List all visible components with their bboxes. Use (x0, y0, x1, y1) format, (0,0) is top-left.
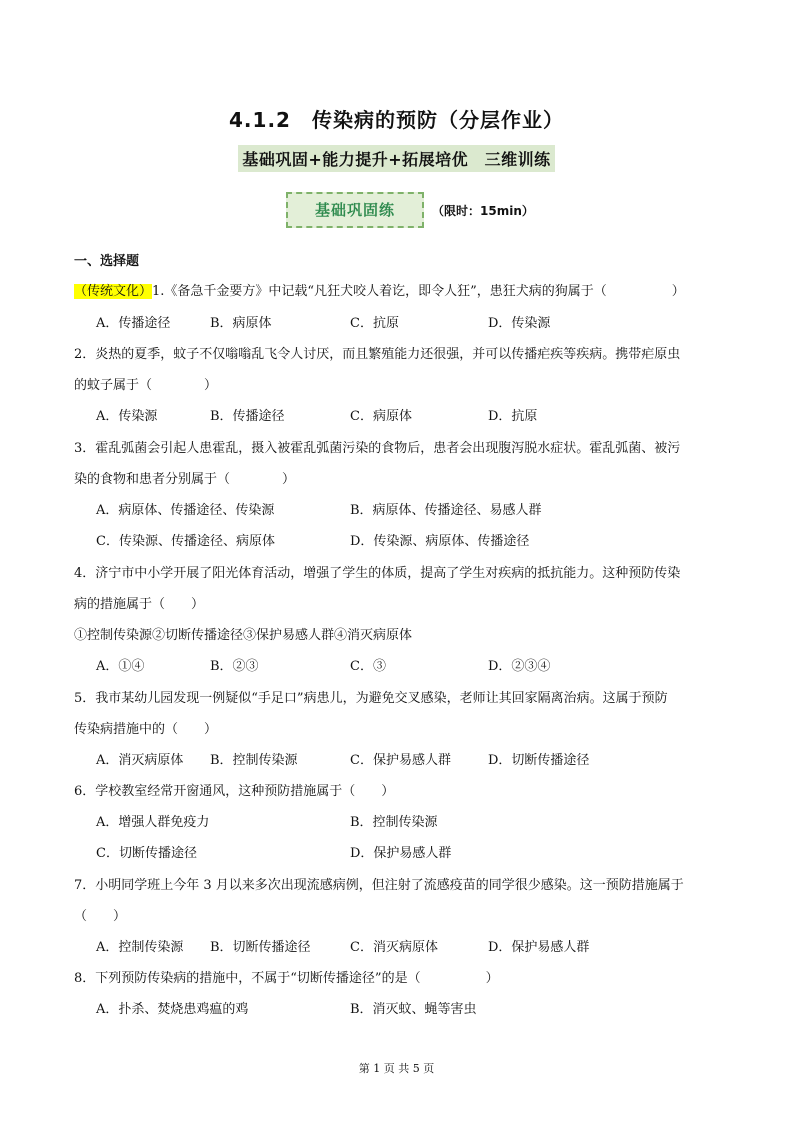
question-2-option-d: D．抗原 (488, 409, 538, 424)
question-5-stem-line-2: 传染病措施中的（ ） (74, 722, 218, 737)
question-6-option-c: C．切断传播途径 (96, 846, 197, 861)
question-6-option-a: A．增强人群免疫力 (96, 815, 210, 830)
question-2-option-a: A．传染源 (96, 409, 158, 424)
question-1-option-a: A．传播途径 (96, 316, 171, 331)
question-2-stem-line-1: 2．炎热的夏季，蚊子不仅嗡嗡乱飞令人讨厌，而且繁殖能力还很强，并可以传播疟疾等疾病。携带疟原虫 (74, 347, 681, 362)
question-4-option-a: A．①④ (96, 659, 145, 674)
subtitle-wrap (0, 145, 793, 172)
question-7-option-a: A．控制传染源 (96, 940, 184, 955)
question-1-text: 1.《备急千金要方》中记载“凡狂犬咬人着讫，即令人狂”，患狂犬病的狗属于（ ） (152, 284, 685, 299)
question-tag: （传统文化） (74, 284, 153, 299)
question-2-option-b: B．传播途径 (210, 409, 285, 424)
question-2-option-c: C．病原体 (350, 409, 412, 424)
question-4-stem-line-3: ①控制传染源②切断传播途径③保护易感人群④消灭病原体 (74, 628, 413, 643)
question-6-option-b: B．控制传染源 (350, 815, 438, 830)
question-7-option-c: C．消灭病原体 (350, 940, 438, 955)
question-1-stem (74, 280, 685, 299)
question-4-option-b: B．②③ (210, 659, 259, 674)
question-7-stem-line-1: 7．小明同学班上今年 3 月以来多次出现流感病例，但注射了流感疫苗的同学很少感染。这一预防措施属于 (74, 878, 684, 893)
question-1-option-b: B．病原体 (210, 316, 272, 331)
question-8-option-a: A．扑杀、焚烧患鸡瘟的鸡 (96, 1002, 249, 1017)
question-6-option-d: D．保护易感人群 (350, 846, 452, 861)
question-7-stem-line-2: （ ） (74, 909, 127, 924)
section-heading: 一、选择题 (74, 254, 140, 269)
question-3-stem-line-2: 染的食物和患者分别属于（ ） (74, 472, 296, 487)
question-8-option-b: B．消灭蚊、蝇等害虫 (350, 1002, 477, 1017)
question-7-option-d: D．保护易感人群 (488, 940, 590, 955)
question-3-option-b: B．病原体、传播途径、易感人群 (350, 503, 542, 518)
question-5-option-c: C．保护易感人群 (350, 753, 451, 768)
question-3-option-a: A．病原体、传播途径、传染源 (96, 503, 275, 518)
page-title: 4.1.2 传染病的预防（分层作业） (229, 108, 564, 132)
question-5-option-d: D．切断传播途径 (488, 753, 590, 768)
question-4-stem-line-1: 4．济宁市中小学开展了阳光体育活动，增强了学生的体质，提高了学生对疾病的抵抗能力。这种预防传染 (74, 566, 681, 581)
question-5-option-b: B．控制传染源 (210, 753, 298, 768)
question-7-option-b: B．切断传播途径 (210, 940, 311, 955)
question-6-stem: 6．学校教室经常开窗通风，这种预防措施属于（ ） (74, 784, 395, 799)
question-3-option-d: D．传染源、病原体、传播途径 (350, 534, 530, 549)
question-4-option-c: C．③ (350, 659, 386, 674)
question-2-stem-line-2: 的蚊子属于（ ） (74, 378, 218, 393)
page-footer: 第 1 页 共 5 页 (358, 1062, 435, 1075)
section-badge: 基础巩固练 (286, 192, 424, 228)
question-3-stem-line-1: 3．霍乱弧菌会引起人患霍乱，摄入被霍乱弧菌污染的食物后，患者会出现腹泻脱水症状。霍乱弧菌、被污 (74, 441, 681, 456)
question-4-stem-line-2: 病的措施属于（ ） (74, 597, 205, 612)
question-1-option-c: C．抗原 (350, 316, 399, 331)
question-5-option-a: A．消灭病原体 (96, 753, 184, 768)
time-limit: （限时：15min） (432, 204, 534, 218)
question-5-stem-line-1: 5．我市某幼儿园发现一例疑似“手足口”病患儿，为避免交叉感染，老师让其回家隔离治病。这属于预防 (74, 691, 668, 706)
question-4-option-d: D．②③④ (488, 659, 551, 674)
question-8-stem: 8．下列预防传染病的措施中，不属于“切断传播途径”的是（ ） (74, 971, 499, 986)
question-1-option-d: D．传染源 (488, 316, 551, 331)
page-subtitle: 基础巩固+能力提升+拓展培优 三维训练 (238, 145, 554, 172)
question-3-option-c: C．传染源、传播途径、病原体 (96, 534, 275, 549)
